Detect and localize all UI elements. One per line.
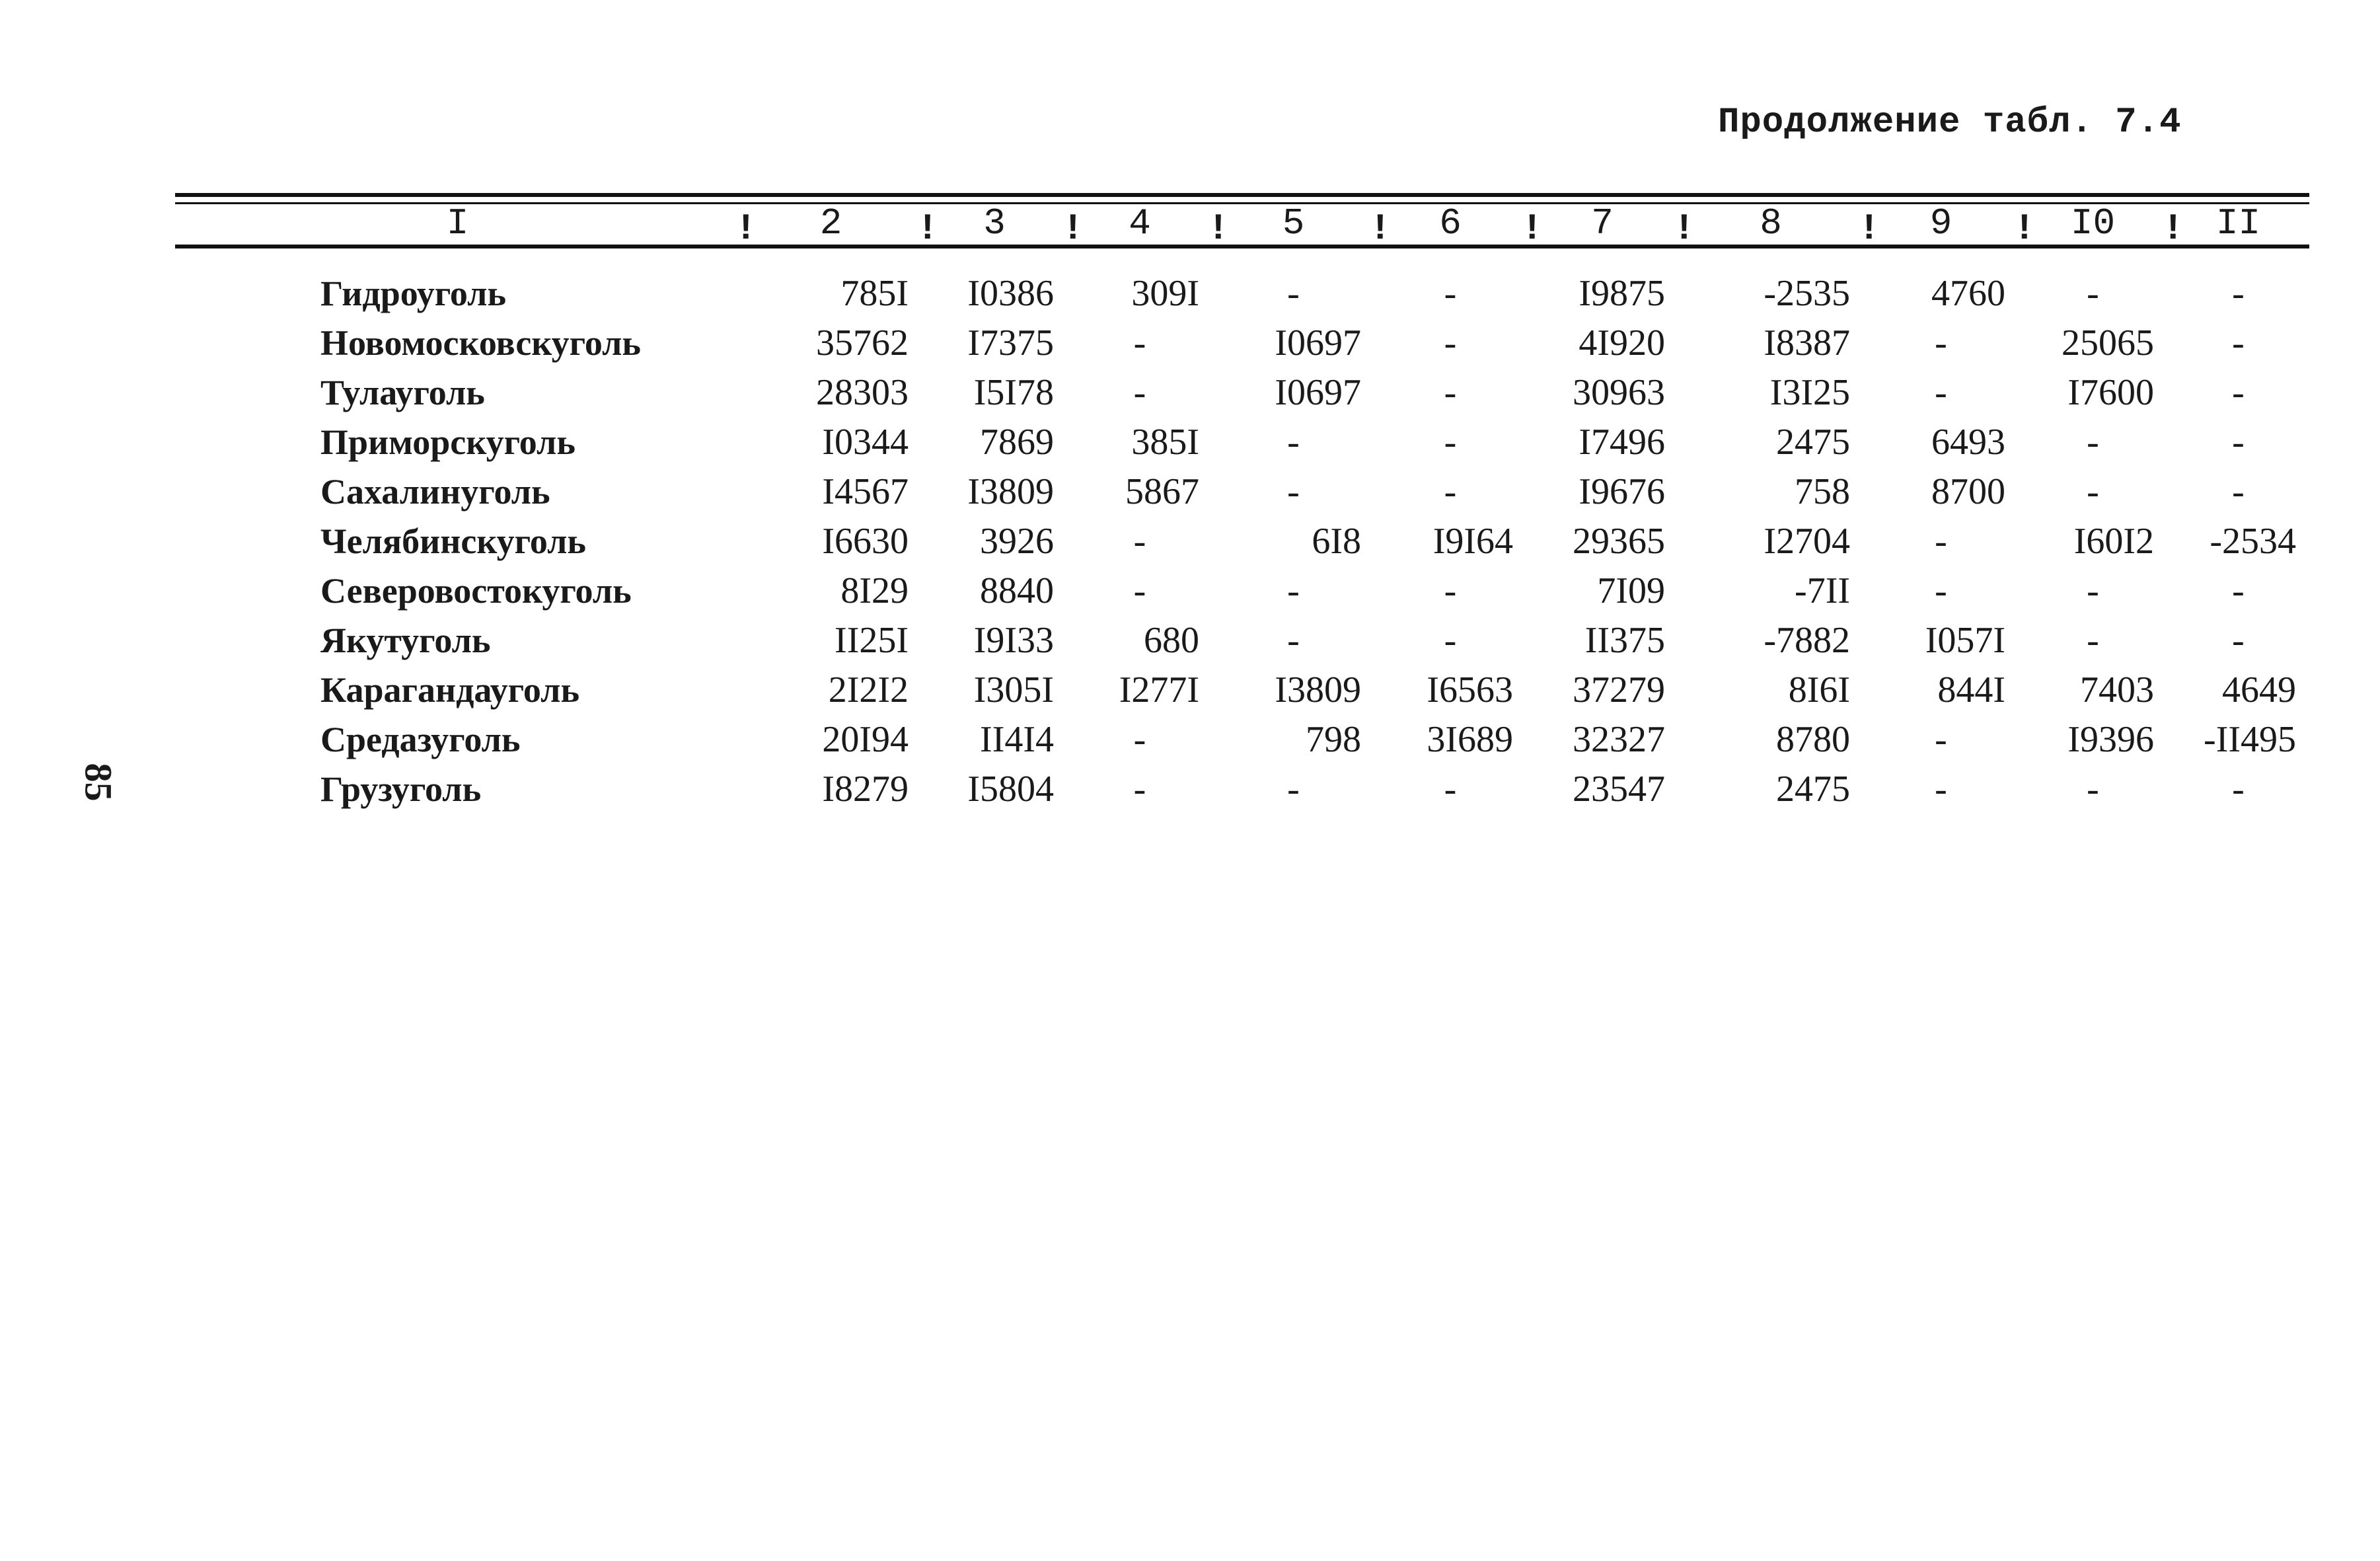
table-cell: II375: [1584, 619, 1665, 661]
page-number: 85: [77, 763, 120, 802]
table-cell: I5804: [967, 768, 1054, 810]
col-header-1: I: [446, 202, 469, 245]
table-cell: 2475: [1776, 768, 1850, 810]
table-cell: -: [1133, 570, 1146, 611]
table-cell: I0697: [1275, 322, 1361, 363]
table-cell: 7I09: [1597, 570, 1665, 611]
col-header-9: ! 9: [1858, 202, 1952, 250]
table-cell: 37279: [1573, 669, 1665, 710]
column-separator: !: [1673, 208, 1695, 250]
table-cell: -: [1444, 570, 1457, 611]
table-cell: I0344: [822, 421, 909, 463]
table-cell: -: [1133, 718, 1146, 760]
row-label: Карагандауголь: [320, 669, 580, 710]
row-label: Приморскуголь: [320, 422, 576, 462]
table-cell: 758: [1795, 471, 1850, 512]
table-cell: 309I: [1131, 272, 1199, 314]
table-cell: I0697: [1275, 371, 1361, 413]
table-cell: -: [1133, 371, 1146, 413]
col-header-4: ! 4: [1062, 202, 1151, 250]
table-cell: -: [2232, 471, 2245, 512]
table-row: [175, 764, 2309, 814]
table-row: [175, 615, 2309, 665]
table-cell: I2704: [1764, 520, 1850, 562]
table-cell: -: [1935, 520, 1947, 562]
table-body: [175, 245, 2309, 814]
table-cell: 2475: [1776, 421, 1850, 463]
table-cell: -: [1935, 768, 1947, 810]
table-cell: -: [1935, 322, 1947, 363]
table-cell: -: [1444, 471, 1457, 512]
table-cell: -2535: [1764, 272, 1850, 314]
table-row: [175, 566, 2309, 615]
table-cell: II25I: [835, 619, 909, 661]
table-cell: -: [1287, 768, 1300, 810]
row-label: Средазуголь: [320, 719, 521, 759]
col-header-11: ! II: [2162, 202, 2261, 250]
table-cell: -: [1444, 619, 1457, 661]
table-row: [175, 665, 2309, 714]
table-cell: 8780: [1776, 718, 1850, 760]
table-cell: II4I4: [980, 718, 1054, 760]
column-separator: !: [1858, 208, 1880, 250]
table-cell: 30963: [1573, 371, 1665, 413]
table-cell: -: [1444, 421, 1457, 463]
column-separator: !: [916, 208, 939, 250]
row-label: Новомосковскуголь: [320, 323, 641, 363]
table-cell: -: [1935, 570, 1947, 611]
row-label: Тулауголь: [320, 372, 485, 412]
table-cell: -: [2232, 421, 2245, 463]
table-row: [175, 245, 2309, 318]
table-cell: -: [2232, 272, 2245, 314]
table-cell: I8279: [822, 768, 909, 810]
table-cell: 35762: [816, 322, 909, 363]
table-cell: I7600: [2067, 371, 2154, 413]
table-cell: -7II: [1795, 570, 1850, 611]
col-header-3: ! 3: [916, 202, 1006, 250]
table-cell: -: [1133, 768, 1146, 810]
table-cell: -: [1935, 718, 1947, 760]
table-cell: -7882: [1764, 619, 1850, 661]
table-row: [175, 417, 2309, 467]
table-cell: I057I: [1925, 619, 2005, 661]
table-cell: 8700: [1931, 471, 2005, 512]
table-cell: -: [2087, 272, 2099, 314]
table-cell: -: [2232, 570, 2245, 611]
table-cell: I9I33: [973, 619, 1054, 661]
table-cell: 20I94: [822, 718, 909, 760]
table-cell: I305I: [973, 669, 1054, 710]
table-cell: 7869: [980, 421, 1054, 463]
table-cell: -: [2087, 619, 2099, 661]
table-cell: -: [1287, 421, 1300, 463]
table-row: [175, 714, 2309, 764]
table-cell: I3I25: [1769, 371, 1850, 413]
column-separator: !: [2162, 208, 2184, 250]
table-cell: 29365: [1573, 520, 1665, 562]
table-cell: 2I2I2: [828, 669, 909, 710]
row-label: Гидроуголь: [320, 273, 507, 313]
table-cell: -: [1935, 371, 1947, 413]
data-table: [175, 202, 2309, 814]
table-cell: 32327: [1573, 718, 1665, 760]
table-cell: I3809: [1275, 669, 1361, 710]
table-row: [175, 318, 2309, 367]
table-cell: I60I2: [2073, 520, 2154, 562]
row-label: Челябинскуголь: [320, 521, 586, 561]
table-cell: -: [2232, 322, 2245, 363]
table-cell: -: [2087, 421, 2099, 463]
table-cell: -: [1133, 520, 1146, 562]
table-cell: I277I: [1119, 669, 1199, 710]
table-cell: 7403: [2080, 669, 2154, 710]
table-cell: -: [2232, 619, 2245, 661]
table-cell: I9396: [2067, 718, 2154, 760]
table-cell: 4I920: [1579, 322, 1665, 363]
table-caption: Продолжение табл. 7.4: [1718, 102, 2182, 143]
table-cell: I7375: [967, 322, 1054, 363]
column-separator: !: [1369, 208, 1392, 250]
table-cell: 4760: [1931, 272, 2005, 314]
table-cell: -: [1444, 371, 1457, 413]
table-cell: -: [1133, 322, 1146, 363]
header-row: [175, 202, 2309, 245]
column-separator: !: [1062, 208, 1084, 250]
table-row: [175, 516, 2309, 566]
table-cell: 8I29: [840, 570, 909, 611]
table-cell: I9676: [1579, 471, 1665, 512]
table-cell: -: [1444, 322, 1457, 363]
table-cell: 798: [1306, 718, 1361, 760]
column-separator: !: [2013, 208, 2036, 250]
column-separator: !: [1521, 208, 1543, 250]
table-cell: I9I64: [1432, 520, 1513, 562]
table-cell: 8I6I: [1788, 669, 1850, 710]
col-header-8: ! 8: [1673, 202, 1782, 250]
row-label: Грузуголь: [320, 769, 482, 809]
table-cell: -: [1444, 272, 1457, 314]
table-cell: I3809: [967, 471, 1054, 512]
row-label: Сахалинуголь: [320, 471, 550, 512]
table-cell: 785I: [840, 272, 909, 314]
table-cell: 844I: [1937, 669, 2005, 710]
table-cell: -2534: [2210, 520, 2296, 562]
table-cell: 680: [1144, 619, 1199, 661]
col-header-10: ! I0: [2013, 202, 2116, 250]
col-header-5: ! 5: [1207, 202, 1305, 250]
table-cell: 5867: [1125, 471, 1199, 512]
col-header-2: ! 2: [735, 202, 842, 250]
header-top-rule: [175, 193, 2309, 197]
table-cell: 23547: [1573, 768, 1665, 810]
table-cell: -: [2087, 570, 2099, 611]
column-separator: !: [735, 208, 757, 250]
table-cell: 8840: [980, 570, 1054, 611]
table-cell: -: [2232, 371, 2245, 413]
table-cell: 25065: [2062, 322, 2154, 363]
table-cell: I9875: [1579, 272, 1665, 314]
table-cell: 6493: [1931, 421, 2005, 463]
table-cell: -: [2087, 471, 2099, 512]
table-cell: 3926: [980, 520, 1054, 562]
table-cell: 6I8: [1312, 520, 1361, 562]
table-cell: I5I78: [973, 371, 1054, 413]
table-cell: I6630: [822, 520, 909, 562]
table-cell: I7496: [1579, 421, 1665, 463]
table-cell: I6563: [1427, 669, 1513, 710]
table-cell: 3I689: [1427, 718, 1513, 760]
table-cell: -: [2232, 768, 2245, 810]
column-separator: !: [1207, 208, 1230, 250]
table-cell: -: [1287, 272, 1300, 314]
table-cell: -: [1444, 768, 1457, 810]
table-cell: 28303: [816, 371, 909, 413]
table-row: [175, 367, 2309, 417]
table-cell: I0386: [967, 272, 1054, 314]
table-cell: I8387: [1764, 322, 1850, 363]
table-cell: -: [1287, 619, 1300, 661]
table-cell: -: [2087, 768, 2099, 810]
row-label: Северовостокуголь: [320, 570, 632, 611]
table-cell: 385I: [1131, 421, 1199, 463]
table-cell: -: [1287, 471, 1300, 512]
table-cell: -II495: [2204, 718, 2296, 760]
row-label: Якутуголь: [320, 620, 491, 660]
table-cell: I4567: [822, 471, 909, 512]
table-cell: -: [1287, 570, 1300, 611]
table-row: [175, 467, 2309, 516]
table-cell: 4649: [2222, 669, 2296, 710]
col-header-7: ! 7: [1521, 202, 1614, 250]
col-header-6: ! 6: [1369, 202, 1462, 250]
